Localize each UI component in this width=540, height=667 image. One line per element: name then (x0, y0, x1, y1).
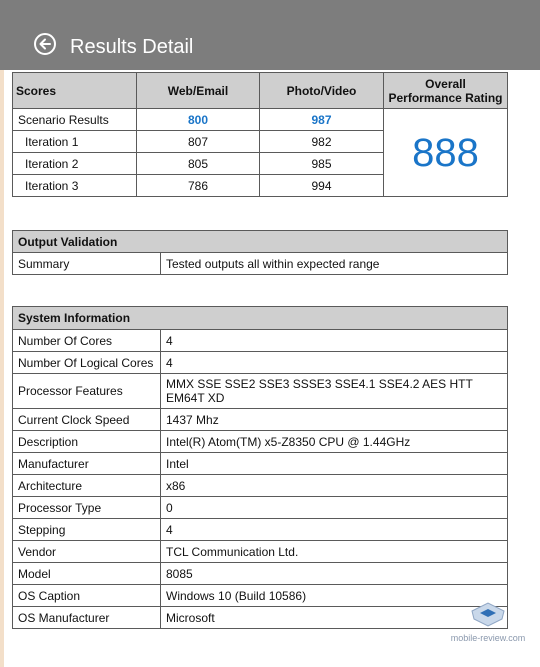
row-label: Stepping (13, 519, 161, 541)
row-value: x86 (161, 475, 508, 497)
table-row (13, 585, 508, 607)
scores-table (12, 72, 508, 197)
row-label: Iteration 2 (13, 153, 137, 175)
row-label: Vendor (13, 541, 161, 563)
row-value: Intel(R) Atom(TM) x5-Z8350 CPU @ 1.44GHz (161, 431, 508, 453)
table-row (13, 475, 508, 497)
table-row (13, 563, 508, 585)
watermark-text: mobile-review.com (450, 633, 526, 643)
photo-score: 994 (260, 175, 384, 197)
table-row (13, 519, 508, 541)
output-validation-table (12, 230, 508, 275)
table-row (13, 253, 508, 275)
arrow-left-icon (38, 37, 52, 51)
section-title-system-information: System Information (13, 307, 508, 330)
web-score: 807 (137, 131, 260, 153)
column-header-photo-video: Photo/Video (260, 73, 384, 109)
table-row (13, 109, 508, 131)
system-information-table (12, 306, 508, 629)
scores-header-row (13, 73, 508, 109)
row-label: Number Of Logical Cores (13, 352, 161, 374)
row-value: TCL Communication Ltd. (161, 541, 508, 563)
table-row (13, 409, 508, 431)
back-button[interactable] (34, 33, 56, 55)
row-value: 4 (161, 330, 508, 352)
row-value: 4 (161, 352, 508, 374)
row-label: Processor Features (13, 374, 161, 409)
row-label: Number Of Cores (13, 330, 161, 352)
app-header (0, 0, 540, 70)
row-value: 1437 Mhz (161, 409, 508, 431)
side-strip (0, 70, 4, 667)
row-value: Microsoft (161, 607, 508, 629)
photo-score: 987 (260, 109, 384, 131)
row-label: Summary (13, 253, 161, 275)
row-value: MMX SSE SSE2 SSE3 SSSE3 SSE4.1 SSE4.2 AES HTT EM64T XD (161, 374, 508, 409)
table-row (13, 607, 508, 629)
row-value: Intel (161, 453, 508, 475)
column-header-overall-rating: Overall Performance Rating (384, 73, 508, 109)
row-label: Processor Type (13, 497, 161, 519)
watermark-logo-icon (468, 599, 508, 629)
row-label: Manufacturer (13, 453, 161, 475)
table-row (13, 330, 508, 352)
watermark (448, 597, 528, 652)
table-row (13, 431, 508, 453)
row-label: Architecture (13, 475, 161, 497)
overall-rating-value: 888 (412, 130, 479, 175)
row-label: Model (13, 563, 161, 585)
photo-score: 985 (260, 153, 384, 175)
web-score: 805 (137, 153, 260, 175)
section-title-output-validation: Output Validation (13, 231, 508, 253)
row-label: Iteration 3 (13, 175, 137, 197)
row-label: OS Manufacturer (13, 607, 161, 629)
row-value: Tested outputs all within expected range (161, 253, 508, 275)
table-row (13, 453, 508, 475)
table-row (13, 374, 508, 409)
overall-rating-cell (384, 109, 508, 197)
row-value: 8085 (161, 563, 508, 585)
row-label: Iteration 1 (13, 131, 137, 153)
photo-score: 982 (260, 131, 384, 153)
row-value: 4 (161, 519, 508, 541)
web-score: 800 (137, 109, 260, 131)
page-title: Results Detail (70, 36, 194, 58)
row-value: 0 (161, 497, 508, 519)
row-label: Current Clock Speed (13, 409, 161, 431)
table-row (13, 541, 508, 563)
column-header-web-email: Web/Email (137, 73, 260, 109)
row-label: OS Caption (13, 585, 161, 607)
row-label: Scenario Results (13, 109, 137, 131)
web-score: 786 (137, 175, 260, 197)
table-row (13, 352, 508, 374)
row-label: Description (13, 431, 161, 453)
column-header-scores: Scores (13, 73, 137, 109)
row-value: Windows 10 (Build 10586) (161, 585, 508, 607)
table-row (13, 497, 508, 519)
